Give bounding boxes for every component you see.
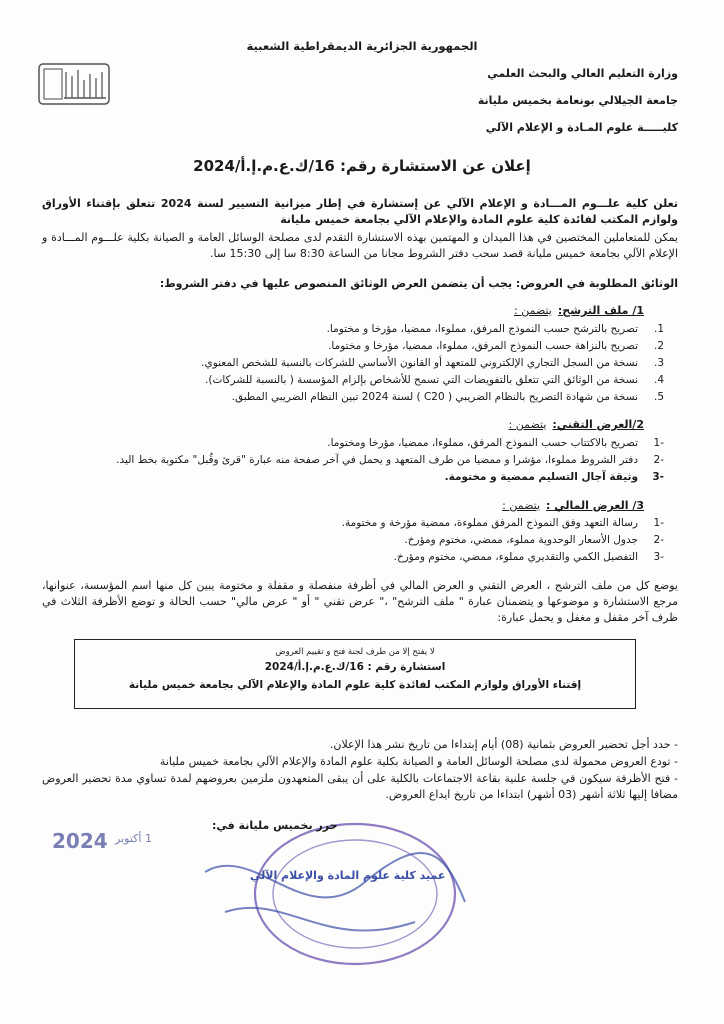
envelope-paragraph: يوضع كل من ملف الترشح ، العرض التقني و العرض المالي في أظرفة منفصلة و مقفلة و مختومة يبين كل منها اسم المؤسسة، عنوانها، مرجع الاستشارة و موضوعها و يتضمنان عبارة " ملف الترشح" ،" عرض تقني " أو " عرض مالي" حسب الحالة و توضع الأظرفة الثلاث في ظرف آخر مقفل و مغفل و يحمل عبارة: xyxy=(42,579,678,624)
section-technical-label: 2/العرض التقني: xyxy=(552,418,644,431)
list-item: -1تصريح بالاكتتاب حسب النموذج المرفق، مملوءا، ممضيا، مؤرخا ومختوما. xyxy=(327,437,664,449)
footer-line-1: - حدد أجل تحضير العروض بثمانية (08) أيام إبتداءا من تاريخ نشر هذا الإعلان. xyxy=(329,738,678,751)
intro-paragraph-2: يمكن للمتعاملين المختصين في هذا الميدان و المهتمين بهذه الاستشارة التقدم لدى مصلحة الوسائل العامة و الصيانة بكلية علـــوم المـــادة و الإعلام الآلي بجامعة خميس مليانة قصد سحب دفتر الشروط مجانا من الساعة 8:30 سا إلى 15:30 سا. xyxy=(42,231,678,260)
dean-stamp-text: عميد كلية علوم المادة والإعلام الآلي xyxy=(250,869,446,882)
announcement-title: إعلان عن الاستشارة رقم: 16/ك.ع.م.إ.أ/2024 xyxy=(193,157,531,175)
list-item: 1.تصريح بالترشح حسب النموذج المرفق، مملوءا، ممضيا، مؤرخا و مختوما. xyxy=(326,323,664,335)
list-item: 5.نسخة من شهادة التصريح بالنظام الضريبي ( C20 ) لسنة 2024 تبين النظام الضريبي المطبق. xyxy=(231,391,664,403)
footer-line-2: - تودع العروض محمولة لدى مصلحة الوسائل العامة و الصيانة بكلية علوم المادة والإعلام الآلي بجامعة خميس مليانة xyxy=(159,755,678,768)
envelope-label-box xyxy=(74,639,636,709)
section-financial-title xyxy=(502,498,644,514)
box-reference: استشارة رقم : 16/ك.ع.م.إ.أ/2024 xyxy=(264,661,446,674)
section-candidacy-label: 1/ ملف الترشح: xyxy=(557,304,644,317)
university-name: جامعة الجيلالي بونعامة بخميس مليانة xyxy=(477,94,678,107)
official-stamp xyxy=(165,812,495,972)
required-documents-heading: الوثائق المطلوبة في العروض: يجب أن يتضمن العرض الوثائق المنصوص عليها في دفتر الشروط: xyxy=(159,277,678,290)
list-item: -2دفتر الشروط مملوءا، مؤشرا و ممضيا من طرف المتعهد و يحمل في آخر صفحة منه عبارة "قرئ وقُبل" مكتوبة بخط اليد. xyxy=(116,454,664,466)
list-item: -3وثيقة آجال التسليم ممضية و مختومة. xyxy=(444,471,664,483)
list-item: 4.نسخة من الوثائق التي تتعلق بالتفويضات التي تسمح للأشخاص بإلزام المؤسسة ( بالنسبة للشركات). xyxy=(205,374,664,386)
ministry-name: وزارة التعليم العالي والبحث العلمي xyxy=(487,67,678,80)
section-technical-title xyxy=(509,417,644,433)
section-candidacy-title xyxy=(514,303,644,319)
list-item: 3.نسخة من السجل التجاري الإلكتروني للمتعهد أو القانون الأساسي للشركات بالنسبة للشخص المعنوي. xyxy=(201,357,664,369)
section-candidacy-note: يتضمن : xyxy=(514,304,552,317)
republic-header: الجمهورية الجزائرية الديمقراطية الشعبية xyxy=(246,39,478,53)
box-notice: لا يفتح إلا من طرف لجنة فتح و تقييم العروض xyxy=(275,647,435,657)
faculty-name: كليـــــة علوم المـادة و الإعلام الآلي xyxy=(485,121,678,134)
footer-line-3: - فتح الأظرفة سيكون في جلسة علنية بقاعة الاجتماعات بالكلية على أن يبقى المتعهدون ملزمين بعروضهم لمدة تساوي مدة تحضير العروض مضافا إليها ثلاثة أشهر (03 أشهر) ابتداءا من تاريخ ايداع العروض. xyxy=(42,772,678,801)
date-stamp-year: 2024 xyxy=(52,829,108,853)
section-financial-label: 3/ العرض المالي : xyxy=(546,499,644,512)
signature-place: حرر بخميس مليانة في: xyxy=(212,819,338,832)
university-logo xyxy=(36,58,112,108)
section-technical-note: يتضمن : xyxy=(508,418,547,431)
intro-paragraph-1: تعلن كلية علـــوم المـــادة و الإعلام الآلي عن إستشارة في إطار ميزانية التسيير لسنة 2024 تتعلق بإقتناء الأوراق ولوازم المكتب لفائدة كلية علوم المادة والإعلام الآلي بجامعة خميس مليانة xyxy=(42,197,678,226)
list-item: -2جدول الأسعار الوحدوية مملوء، ممضي، مختوم ومؤرخ. xyxy=(404,534,664,546)
date-stamp-month: 1 أكتوبر xyxy=(115,832,152,845)
list-item: -1رسالة التعهد وفق النموذج المرفق مملوءة، ممضية مؤرخة و مختومة. xyxy=(341,517,664,529)
box-subject: إقتناء الأوراق ولوازم المكتب لفائدة كلية علوم المادة والإعلام الآلي بجامعة خميس مليانة xyxy=(128,678,582,691)
section-financial-note: يتضمن : xyxy=(502,499,541,512)
list-item: 2.تصريح بالنزاهة حسب النموذج المرفق، مملوءا، ممضيا، مؤرخا و مختوما. xyxy=(328,340,664,352)
list-item: -3التفصيل الكمي والتقديري مملوء، ممضي، مختوم ومؤرخ. xyxy=(393,551,664,563)
